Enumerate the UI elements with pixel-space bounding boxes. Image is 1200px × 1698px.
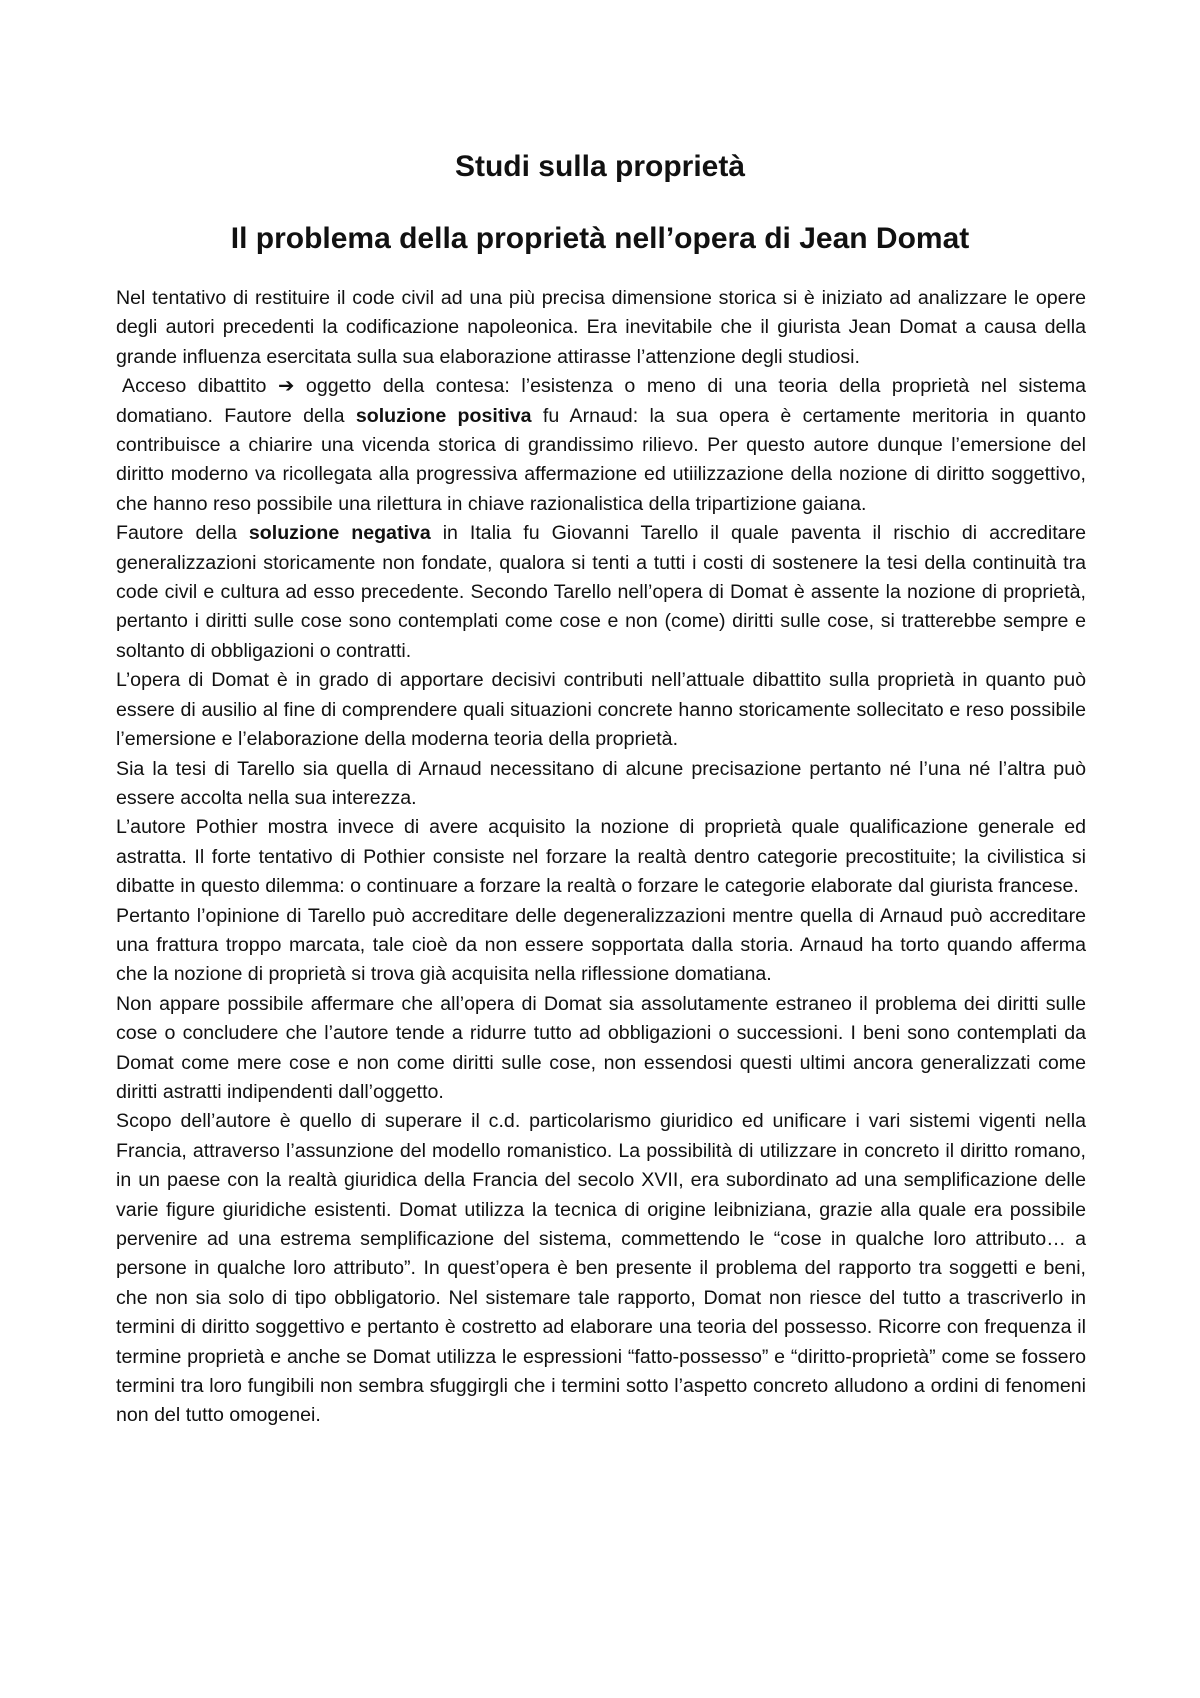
paragraph-2 [116, 372, 1086, 519]
document-title: Studi sulla proprietà [454, 150, 746, 183]
document-body [116, 284, 1086, 1431]
paragraph-1: Nel tentativo di restituire il code civil ad una più precisa dimensione storica si è iniziato ad analizzare le opere degli autori precedenti la codificazione napoleonica. Era inevitabile che il giurista Jean Domat a causa della grande influenza esercitata sulla sua elaborazione attirasse l’attenzione degli studiosi. [116, 287, 1086, 368]
bold-soluzione-positiva: soluzione positiva [355, 404, 532, 427]
bold-soluzione-negativa: soluzione negativa [248, 522, 431, 545]
paragraph-3-text-a: Fautore della [116, 522, 249, 545]
paragraph-7: Pertanto l’opinione di Tarello può accreditare delle degeneralizzazioni mentre quella di Arnaud può accreditare una frattura troppo marcata, tale cioè da non essere sopportata dalla storia. Arnaud ha torto quando afferma che la nozione di proprietà si trova già acquisita nella riflessione domatiana. [116, 904, 1086, 986]
paragraph-8: Non appare possibile affermare che all’opera di Domat sia assolutamente estraneo il problema dei diritti sulle cose o concludere che l’autore tende a ridurre tutto ad obbligazioni o successioni. I beni sono contemplati da Domat come mere cose e non come diritti sulle cose, non essendosi questi ultimi ancora generalizzati come diritti astratti indipendenti dall’oggetto. [116, 992, 1086, 1103]
document-subtitle: Il problema della proprietà nell’opera di Jean Domat [230, 222, 970, 255]
paragraph-4: L’opera di Domat è in grado di apportare decisivi contributi nell’attuale dibattito sulla proprietà in quanto può essere di ausilio al fine di comprendere quali situazioni concrete hanno storicamente sollecitato e reso possibile l’emersione e l’elaborazione della moderna teoria della proprietà. [116, 669, 1086, 751]
paragraph-2-text-a: Acceso dibattito [122, 375, 267, 398]
paragraph-2-text-b: oggetto della contesa: l’esistenza o meno di una teoria della proprietà nel sistema domatiano. Fautore della [116, 375, 1086, 427]
paragraph-3-text-b: in Italia fu Giovanni Tarello il quale paventa il rischio di accreditare generalizzazioni storicamente non fondate, qualora si tenti a tutti i costi di sostenere la tesi della continuità tra code civil e cultura ad esso precedente. Secondo Tarello nell’opera di Domat è assente la nozione di proprietà, pertanto i diritti sulle cose sono contemplati come cose e non (come) diritti sulle cose, si tratterebbe sempre e soltanto di obbligazioni o contratti. [116, 522, 1086, 662]
arrow-right-icon: ➔ [277, 375, 295, 398]
paragraph-3 [116, 519, 1086, 666]
paragraph-6: L’autore Pothier mostra invece di avere acquisito la nozione di proprietà quale qualificazione generale ed astratta. Il forte tentativo di Pothier consiste nel forzare la realtà dentro categorie precostituite; la civilistica si dibatte in questo dilemma: o continuare a forzare la realtà o forzare le categorie elaborate dal giurista francese. [116, 816, 1086, 898]
paragraph-2-text-c: fu Arnaud: la sua opera è certamente meritoria in quanto contribuisce a chiarire una vicenda storica di grandissimo rilievo. Per questo autore dunque l’emersione del diritto moderno va ricollegata alla progressiva affermazione ed utiilizzazione della nozione di diritto soggettivo, che hanno reso possibile una rilettura in chiave razionalistica della tripartizione gaiana. [116, 404, 1087, 515]
paragraph-9: Scopo dell’autore è quello di superare il c.d. particolarismo giuridico ed unificare i vari sistemi vigenti nella Francia, attraverso l’assunzione del modello romanistico. La possibilità di utilizzare in concreto il diritto romano, in un paese con la realtà giuridica della Francia del secolo XVII, era subordinato ad una semplificazione delle varie figure giuridiche esistenti. Domat utilizza la tecnica di origine leibniziana, grazie alla quale era possibile pervenire ad una estrema semplificazione del sistema, commettendo le “cose in qualche loro attributo… a persone in qualche loro attributo”. In quest’opera è ben presente il problema del rapporto tra soggetti e beni, che non sia solo di tipo obbligatorio. Nel sistemare tale rapporto, Domat non riesce del tutto a trascriverlo in termini di diritto soggettivo e pertanto è costretto ad elaborare una teoria del possesso. Ricorre con frequenza il termine proprietà e anche se Domat utilizza le espressioni “fatto-possesso” e “diritto-proprietà” come se fossero termini tra loro fungibili non sembra sfuggirgli che i termini sotto l’aspetto concreto alludono a ordini di fenomeni non del tutto omogenei. [116, 1110, 1086, 1427]
paragraph-5: Sia la tesi di Tarello sia quella di Arnaud necessitano di alcune precisazione pertanto né l’una né l’altra può essere accolta nella sua interezza. [116, 757, 1086, 809]
